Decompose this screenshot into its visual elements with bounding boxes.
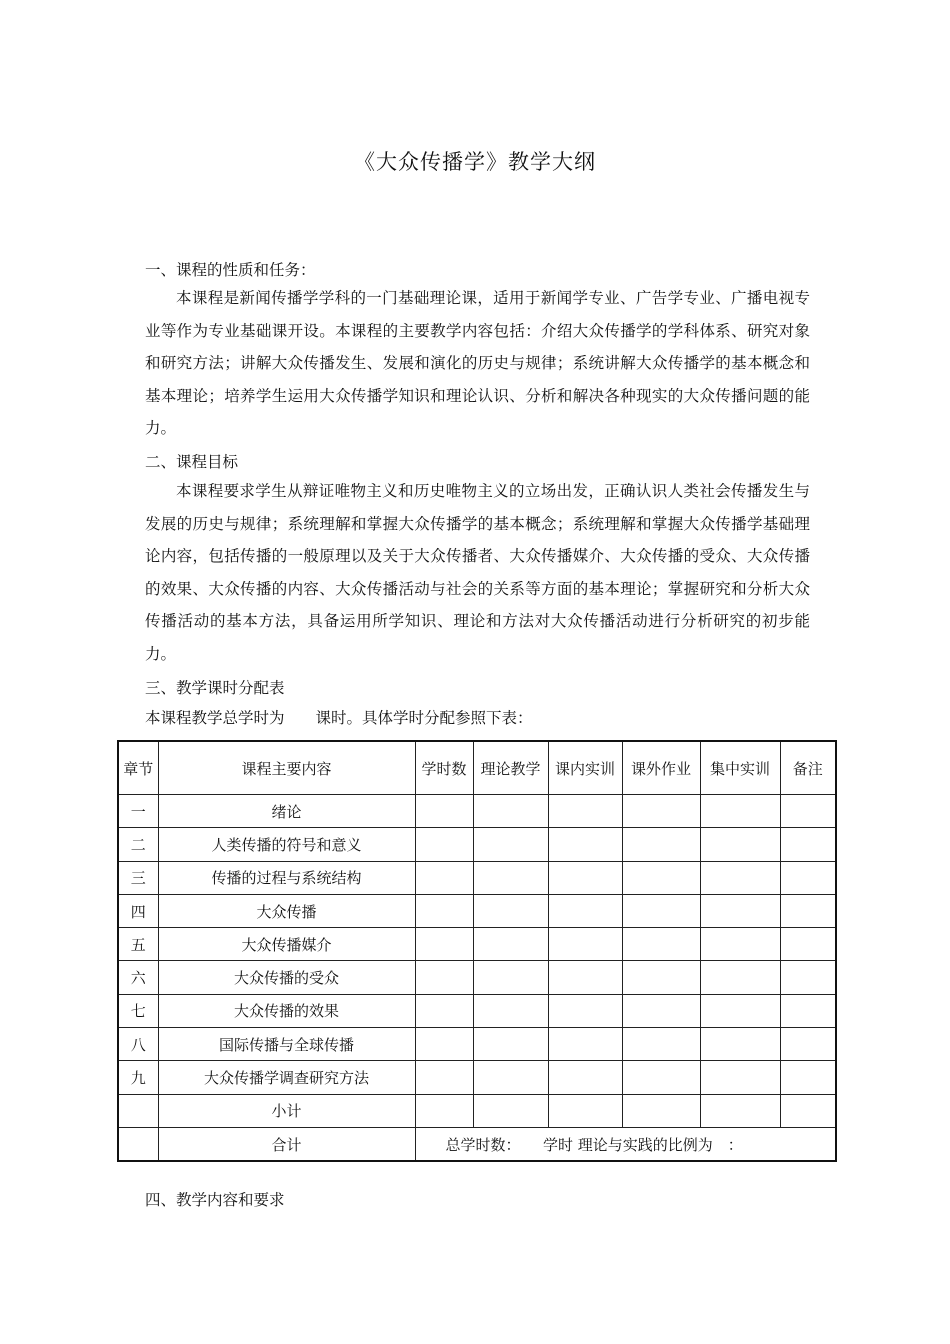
- cell: [548, 828, 622, 861]
- cell: [548, 1094, 622, 1127]
- cell: [473, 928, 548, 961]
- row-content: 国际传播与全球传播: [158, 1028, 415, 1061]
- row-content: 大众传播的效果: [158, 994, 415, 1027]
- row-content: 大众传播的受众: [158, 961, 415, 994]
- subtotal-label: 小计: [158, 1094, 415, 1127]
- table-row: [118, 928, 836, 961]
- document-title: 《大众传播学》教学大纲: [354, 150, 596, 174]
- section-1-paragraph: 本课程是新闻传播学学科的一门基础理论课，适用于新闻学专业、广告学专业、广播电视专业等作为专业基础课开设。本课程的主要教学内容包括：介绍大众传播学的学科体系、研究对象和研究方法；讲解大众传播发生、发展和演化的历史与规律；系统讲解大众传播学的基本概念和基本理论；培养学生运用大众传播学知识和理论认识、分析和解决各种现实的大众传播问题的能力。: [145, 289, 810, 438]
- cell: [780, 1028, 836, 1061]
- hours-allocation-table: [117, 740, 837, 1162]
- cell: [548, 861, 622, 894]
- header-theory: 理论教学: [473, 741, 548, 795]
- cell: [622, 994, 700, 1027]
- cell: [622, 928, 700, 961]
- row-chapter: 四: [118, 894, 158, 927]
- row-content: 绪论: [158, 795, 415, 828]
- table-row: [118, 961, 836, 994]
- cell: [700, 828, 780, 861]
- cell: [622, 894, 700, 927]
- row-chapter: 九: [118, 1061, 158, 1094]
- cell: [473, 894, 548, 927]
- section-2-paragraph: 本课程要求学生从辩证唯物主义和历史唯物主义的立场出发，正确认识人类社会传播发生与发展的历史与规律；系统理解和掌握大众传播学的基本概念；系统理解和掌握大众传播学基础理论内容，包括传播的一般原理以及关于大众传播者、大众传播媒介、大众传播的受众、大众传播的效果、大众传播的内容、大众传播活动与社会的关系等方面的基本理论；掌握研究和分析大众传播活动的基本方法，具备运用所学知识、理论和方法对大众传播活动进行分析研究的初步能力。: [145, 482, 810, 663]
- cell: [548, 894, 622, 927]
- cell: [622, 828, 700, 861]
- cell: [780, 1061, 836, 1094]
- cell: [473, 828, 548, 861]
- cell: [622, 1028, 700, 1061]
- cell: [473, 961, 548, 994]
- cell: [780, 994, 836, 1027]
- row-chapter: 五: [118, 928, 158, 961]
- total-summary: 总学时数： 学时 理论与实践的比例为 ：: [415, 1127, 836, 1161]
- cell: [415, 994, 473, 1027]
- cell: [700, 1094, 780, 1127]
- cell: [780, 961, 836, 994]
- cell: [415, 1094, 473, 1127]
- row-content: 大众传播: [158, 894, 415, 927]
- row-chapter: 八: [118, 1028, 158, 1061]
- cell: [700, 894, 780, 927]
- section-1-heading: 一、课程的性质和任务：: [145, 261, 316, 279]
- section-2-heading: 二、课程目标: [145, 453, 239, 471]
- cell: [473, 1061, 548, 1094]
- cell: [780, 928, 836, 961]
- row-chapter: 二: [118, 828, 158, 861]
- table-row: [118, 1061, 836, 1094]
- cell: [780, 861, 836, 894]
- table-row: [118, 1028, 836, 1061]
- cell: [548, 1061, 622, 1094]
- cell: [548, 1028, 622, 1061]
- cell: [700, 961, 780, 994]
- cell: [700, 1061, 780, 1094]
- cell: [622, 1094, 700, 1127]
- row-content: 人类传播的符号和意义: [158, 828, 415, 861]
- header-content: 课程主要内容: [158, 741, 415, 795]
- cell: [622, 1061, 700, 1094]
- cell: [118, 1094, 158, 1127]
- table-row: [118, 861, 836, 894]
- cell: [415, 1061, 473, 1094]
- header-chapter: 章节: [118, 741, 158, 795]
- row-content: 大众传播媒介: [158, 928, 415, 961]
- cell: [780, 828, 836, 861]
- cell: [473, 1094, 548, 1127]
- row-chapter: 六: [118, 961, 158, 994]
- cell: [548, 795, 622, 828]
- cell: [780, 894, 836, 927]
- table-row: [118, 828, 836, 861]
- cell: [415, 828, 473, 861]
- cell: [700, 994, 780, 1027]
- table-row: [118, 994, 836, 1027]
- cell: [780, 795, 836, 828]
- cell: [780, 1094, 836, 1127]
- cell: [700, 1028, 780, 1061]
- cell: [473, 861, 548, 894]
- total-row: [118, 1127, 836, 1161]
- header-intensive-practice: 集中实训: [700, 741, 780, 795]
- header-remarks: 备注: [780, 741, 836, 795]
- row-chapter: 三: [118, 861, 158, 894]
- cell: [622, 961, 700, 994]
- section-3-heading: 三、教学课时分配表: [145, 679, 285, 697]
- header-hours: 学时数: [415, 741, 473, 795]
- cell: [700, 795, 780, 828]
- table-header-row: [118, 741, 836, 795]
- row-chapter: 七: [118, 994, 158, 1027]
- cell: [548, 994, 622, 1027]
- cell: [415, 1028, 473, 1061]
- section-3-intro: 本课程教学总学时为 课时。具体学时分配参照下表：: [145, 709, 533, 727]
- cell: [415, 861, 473, 894]
- cell: [415, 795, 473, 828]
- table-row: [118, 795, 836, 828]
- table-row: [118, 894, 836, 927]
- cell: [700, 861, 780, 894]
- cell: [415, 961, 473, 994]
- cell: [118, 1127, 158, 1161]
- total-label: 合计: [158, 1127, 415, 1161]
- cell: [548, 928, 622, 961]
- cell: [473, 994, 548, 1027]
- subtotal-row: [118, 1094, 836, 1127]
- cell: [700, 928, 780, 961]
- cell: [473, 1028, 548, 1061]
- row-content: 大众传播学调查研究方法: [158, 1061, 415, 1094]
- cell: [548, 961, 622, 994]
- cell: [415, 928, 473, 961]
- cell: [415, 894, 473, 927]
- header-in-class-practice: 课内实训: [548, 741, 622, 795]
- cell: [473, 795, 548, 828]
- cell: [622, 795, 700, 828]
- row-chapter: 一: [118, 795, 158, 828]
- header-homework: 课外作业: [622, 741, 700, 795]
- row-content: 传播的过程与系统结构: [158, 861, 415, 894]
- cell: [622, 861, 700, 894]
- section-4-heading: 四、教学内容和要求: [145, 1191, 285, 1209]
